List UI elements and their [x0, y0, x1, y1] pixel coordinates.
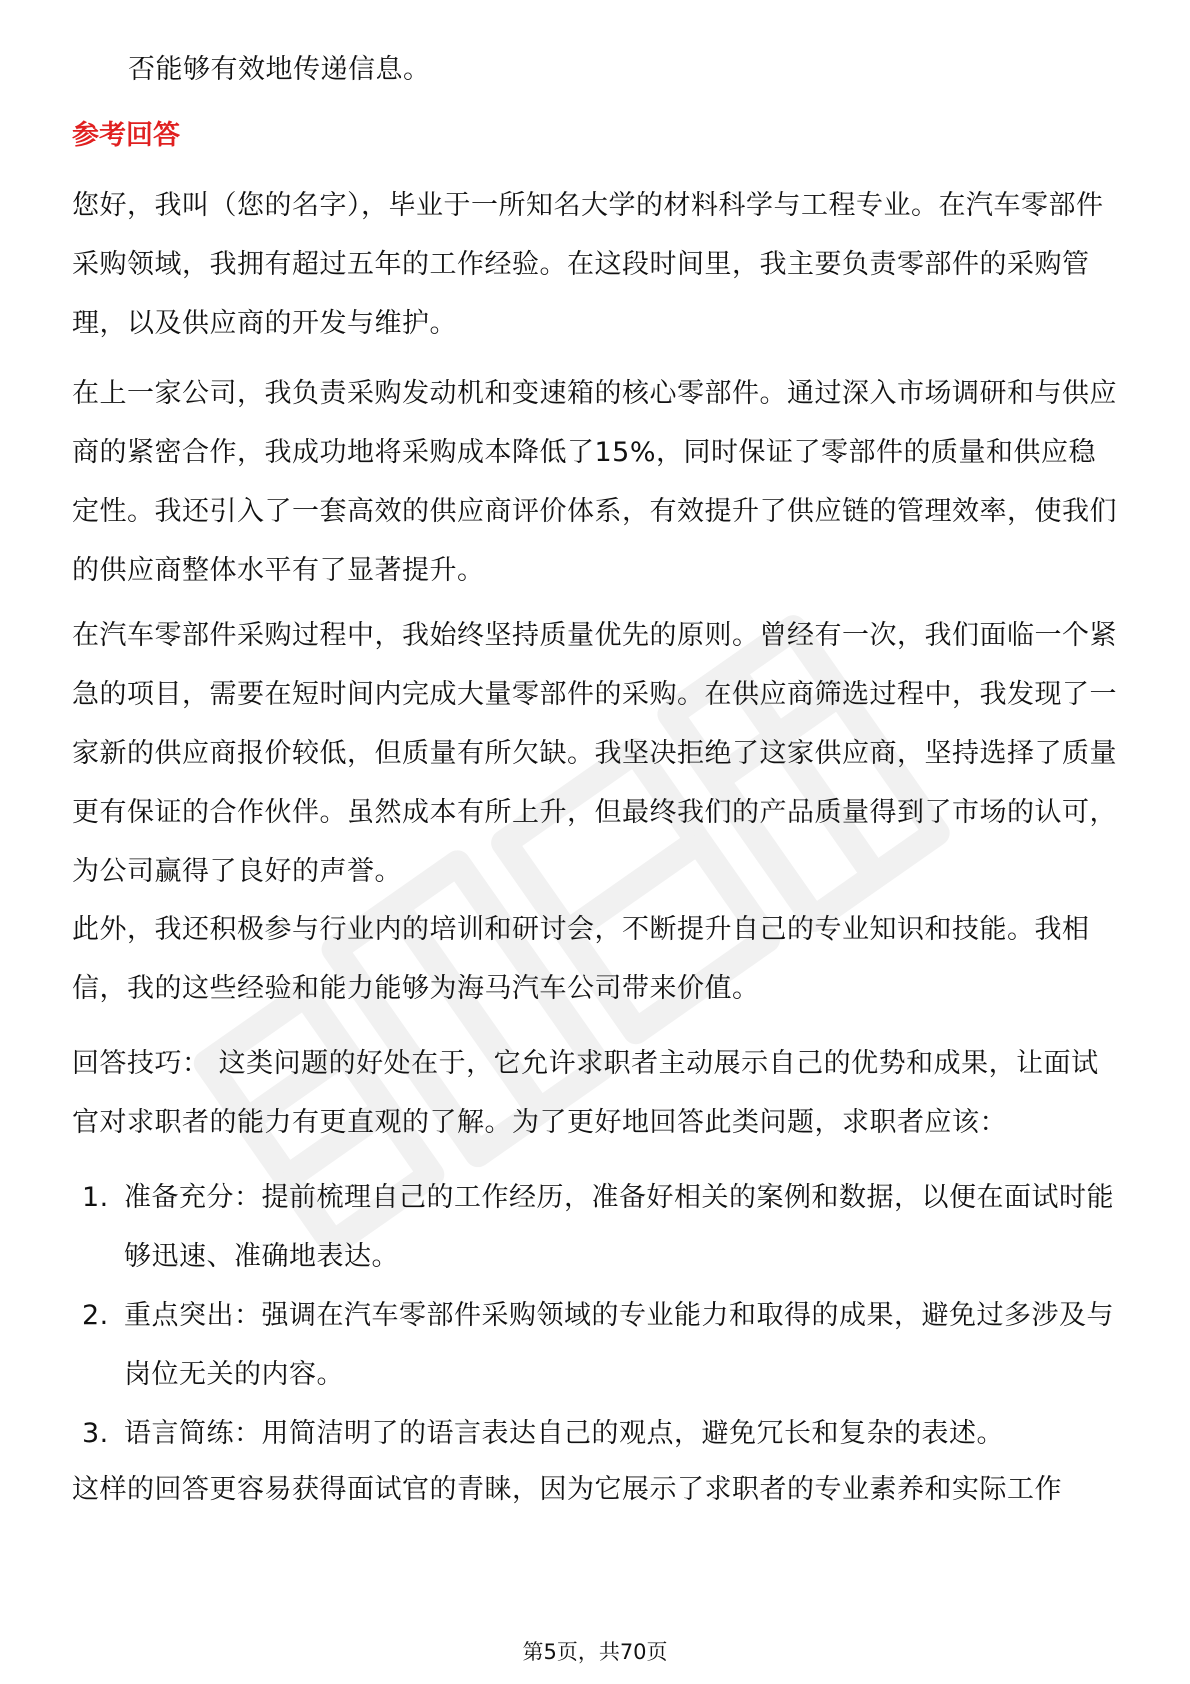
continued-line: 否能够有效地传递信息。 — [128, 54, 431, 85]
tips-list-item — [72, 1404, 1120, 1463]
list-number: 2. — [82, 1300, 109, 1331]
tips-list — [72, 1168, 1120, 1463]
page-footer: 第5页，共70页 — [522, 1640, 668, 1664]
list-item-text: 语言简练：用简洁明了的语言表达自己的观点，避免冗长和复杂的表述。 — [124, 1418, 1004, 1449]
tips-list-item — [72, 1286, 1120, 1404]
answer-paragraph-3: 在汽车零部件采购过程中，我始终坚持质量优先的原则。曾经有一次，我们面临一个紧急的项目，需要在短时间内完成大量零部件的采购。在供应商筛选过程中，我发现了一家新的供应商报价较低，但质量有所欠缺。我坚决拒绝了这家供应商，坚持选择了质量更有保证的合作伙伴。虽然成本有所上升，但最终我们的产品质量得到了市场的认可，为公司赢得了良好的声誉。 — [72, 620, 1117, 887]
list-item-text: 准备充分：提前梳理自己的工作经历，准备好相关的案例和数据，以便在面试时能够迅速、准确地表达。 — [124, 1182, 1114, 1272]
list-number: 1. — [82, 1182, 109, 1213]
section-heading: 参考回答 — [72, 120, 180, 151]
list-number: 3. — [82, 1418, 109, 1449]
list-item-text: 重点突出：强调在汽车零部件采购领域的专业能力和取得的成果，避免过多涉及与岗位无关的内容。 — [124, 1300, 1114, 1390]
answer-paragraph-4: 此外，我还积极参与行业内的培训和研讨会，不断提升自己的专业知识和技能。我相信，我的这些经验和能力能够为海马汽车公司带来价值。 — [72, 914, 1090, 1004]
closing-paragraph: 这样的回答更容易获得面试官的青睐，因为它展示了求职者的专业素养和实际工作 — [72, 1474, 1062, 1505]
tips-intro: 回答技巧： 这类问题的好处在于，它允许求职者主动展示自己的优势和成果，让面试官对求职者的能力有更直观的了解。为了更好地回答此类问题，求职者应该： — [72, 1048, 1099, 1138]
answer-paragraph-2: 在上一家公司，我负责采购发动机和变速箱的核心零部件。通过深入市场调研和与供应商的紧密合作，我成功地将采购成本降低了15%，同时保证了零部件的质量和供应稳定性。我还引入了一套高效的供应商评价体系，有效提升了供应链的管理效率，使我们的供应商整体水平有了显著提升。 — [72, 378, 1117, 586]
tips-list-item — [72, 1168, 1120, 1286]
answer-paragraph-1: 您好，我叫（您的名字），毕业于一所知名大学的材料科学与工程专业。在汽车零部件采购领域，我拥有超过五年的工作经验。在这段时间里，我主要负责零部件的采购管理，以及供应商的开发与维护。 — [72, 190, 1104, 339]
